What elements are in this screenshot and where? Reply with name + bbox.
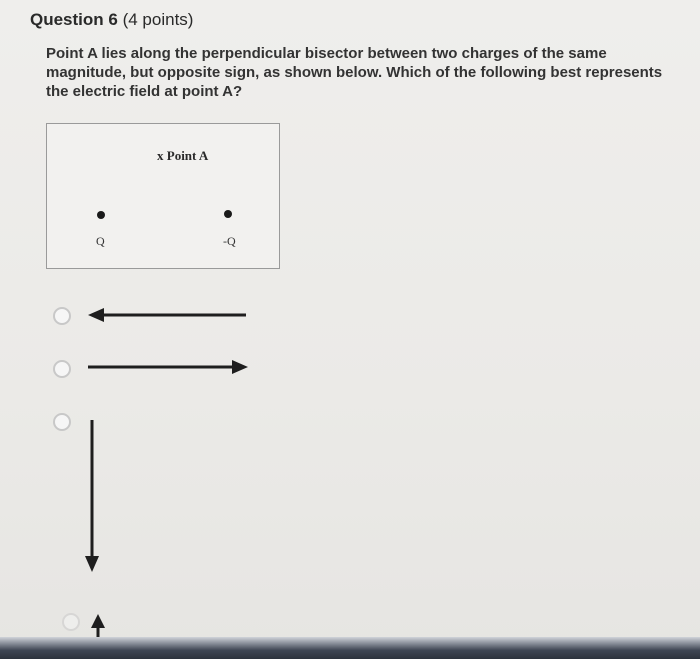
arrow-left-icon[interactable] [86,305,250,325]
option-2-radio[interactable] [53,360,71,378]
positive-charge-label: Q [96,234,105,248]
option-1-radio[interactable] [53,307,71,325]
arrow-up-icon[interactable] [88,612,108,638]
arrow-down-icon[interactable] [82,418,102,574]
question-number: Question 6 [30,10,118,29]
negative-charge-label: -Q [223,234,236,248]
option-3-radio[interactable] [53,413,71,431]
arrow-right-icon[interactable] [86,357,250,377]
question-text: Point A lies along the perpendicular bisector between two charges of the same magnitude, but opposite sign, as shown below. Which of the following best represents the electric field at point A? [46,45,663,100]
question-points: (4 points) [122,10,194,29]
device-bottom-bezel [0,637,700,659]
question-header [30,10,193,30]
point-a-label: x Point A [157,148,209,163]
option-4-radio[interactable] [62,613,80,631]
negative-charge-dot [224,210,232,218]
positive-charge-dot [97,211,105,219]
charge-diagram [46,123,280,269]
